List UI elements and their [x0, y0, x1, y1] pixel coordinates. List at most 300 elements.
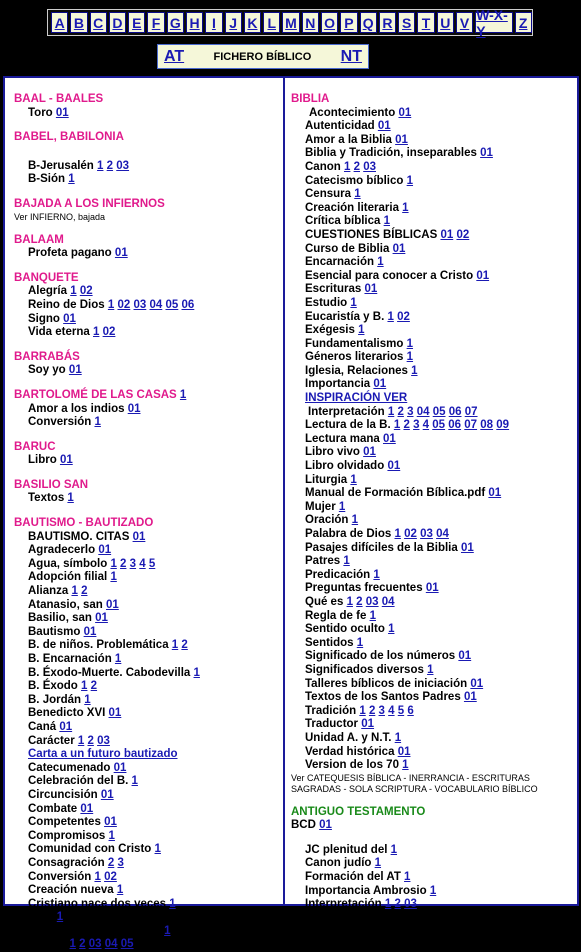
ref-link[interactable]: 01 [80, 802, 94, 815]
ref-link[interactable]: 01 [480, 147, 493, 160]
letter-button[interactable]: M [282, 12, 299, 33]
ref-link[interactable]: 09 [496, 419, 510, 432]
ref-link[interactable]: 1 [84, 693, 91, 706]
ref-link[interactable]: 02 [397, 310, 410, 323]
letter-button[interactable]: Z [515, 12, 532, 33]
item-label: B. de niños. Problemática [28, 639, 169, 652]
item-label: Verdad histórica [305, 745, 395, 758]
ref-link[interactable]: 3 [117, 856, 124, 869]
ref-link[interactable]: 2 [403, 419, 410, 432]
letter-button[interactable]: W-X-Y [475, 12, 512, 33]
ref-link[interactable]: 1 [406, 337, 414, 350]
entry-item [291, 746, 579, 760]
ref-link[interactable]: 2 [106, 159, 114, 172]
item-label: Significados diversos [305, 663, 424, 676]
entry-item [14, 639, 280, 653]
alphabet-bar [47, 6, 533, 39]
ref-link[interactable]: 1 [81, 680, 88, 693]
ref-link[interactable]: 1 [369, 609, 376, 622]
entry-heading: BASILIO SAN [14, 478, 89, 491]
ref-link[interactable]: 01 [395, 133, 408, 146]
ref-link[interactable]: 05 [432, 419, 446, 432]
item-label: Escrituras [305, 283, 362, 296]
item-label: Autenticidad [305, 120, 375, 133]
item-label: Crítica bíblica [305, 215, 381, 228]
ref-link[interactable]: 1 [393, 419, 401, 432]
ref-link[interactable]: 1 [427, 663, 434, 676]
entry-item [291, 365, 579, 379]
ref-link[interactable]: 03 [97, 734, 110, 747]
letter-button[interactable]: Q [360, 12, 377, 33]
entry-item [14, 653, 280, 667]
entry-heading: BIBLIA [291, 93, 330, 105]
entry-item [291, 678, 579, 692]
ref-link[interactable]: 2 [79, 938, 86, 951]
ref-link[interactable]: 1 [406, 174, 414, 187]
ref-link[interactable]: 1 [351, 514, 359, 527]
entry-item: Toro 01 [28, 106, 69, 119]
item-label: Celebración del B. [28, 775, 129, 788]
entry-item [14, 680, 280, 694]
entry-item [14, 857, 280, 871]
ref-link[interactable]: 1 [402, 759, 409, 772]
ref-link[interactable]: 5 [148, 557, 156, 570]
ref-link[interactable]: 04 [104, 938, 118, 951]
item-label: Qué es [305, 595, 344, 608]
item-label: Iglesia, Relaciones [305, 364, 408, 377]
entry-item: Libro 01 [28, 454, 73, 467]
entry-item [14, 544, 280, 558]
entry-item [291, 256, 579, 270]
ref-link[interactable]: 1 [394, 528, 401, 540]
ref-link[interactable]: 1 [71, 585, 78, 598]
ref-link[interactable]: 07 [464, 419, 478, 432]
at-link[interactable]: AT [164, 47, 185, 65]
ref-link[interactable]: 01 [377, 120, 391, 133]
ref-link[interactable]: 05 [432, 405, 446, 418]
ref-link[interactable]: 1 [346, 595, 353, 608]
ref-link[interactable]: 01 [398, 106, 412, 119]
ref-link[interactable]: 07 [464, 405, 478, 418]
ref-link[interactable]: 1 [411, 364, 418, 377]
item-label: Caná [28, 720, 57, 733]
ref-link[interactable]: 3 [407, 405, 414, 418]
item-label: Interpretación [308, 405, 385, 418]
ref-link[interactable]: 01 [392, 242, 406, 255]
entry-item [291, 378, 579, 392]
item-label: Regla de fe [305, 609, 367, 622]
ref-link[interactable]: 02 [456, 228, 470, 241]
entry-item: Vida eterna 1 02 [28, 326, 116, 339]
entry-item [14, 612, 280, 626]
letter-button[interactable]: G [167, 12, 184, 33]
ref-link[interactable]: 1 [68, 173, 75, 186]
ref-link[interactable]: 03 [133, 298, 147, 311]
entry-item [14, 843, 280, 857]
ref-link[interactable]: 03 [363, 160, 376, 173]
entry-heading: BARRABÁS [14, 350, 80, 363]
ref-link[interactable]: 08 [480, 419, 494, 432]
entry-item [291, 324, 579, 338]
ref-link[interactable]: 2 [90, 680, 98, 693]
ref-link[interactable]: 2 [181, 639, 188, 652]
page-title: FICHERO BÍBLICO [213, 50, 312, 63]
entry-item [291, 514, 579, 528]
ref-link[interactable]: 01 [113, 761, 127, 774]
entry-item: B-Jerusalén 1 2 03 [28, 159, 130, 172]
ref-link[interactable]: 01 [373, 378, 387, 391]
entry-heading: BAUTISMO - BAUTIZADO [14, 517, 154, 530]
entry-item [291, 664, 579, 678]
ref-link[interactable]: 1 [377, 256, 384, 269]
ref-link[interactable]: 1 [171, 639, 179, 652]
entry-item: Profeta pagano 01 [28, 247, 128, 260]
ref-link[interactable]: 1 [374, 857, 382, 870]
letter-button[interactable]: B [70, 12, 87, 33]
ref-link[interactable]: 01 [132, 530, 146, 543]
ref-link[interactable]: 03 [116, 159, 130, 172]
ref-link[interactable]: 1 [358, 324, 365, 337]
column-divider [283, 78, 285, 904]
ref-link[interactable]: 02 [404, 528, 417, 540]
ref-link[interactable]: 1 [387, 310, 394, 323]
ref-link[interactable]: 04 [149, 298, 163, 311]
ref-link[interactable]: 4 [422, 419, 430, 432]
entry-item [14, 762, 280, 776]
ref-link[interactable]: 1 [93, 326, 100, 339]
entry-item [291, 898, 579, 912]
entry-heading: BABEL, BABILONIA [14, 131, 124, 144]
ref-link[interactable]: 4 [139, 557, 146, 570]
ref-link[interactable]: 1 [343, 555, 350, 568]
entry-item [14, 938, 280, 952]
letter-button[interactable]: D [109, 12, 126, 33]
ref-link[interactable]: 1 [384, 898, 392, 911]
letter-button[interactable]: J [225, 12, 242, 33]
item-label: Alianza [28, 585, 69, 598]
ref-link[interactable]: 01 [387, 460, 401, 473]
ref-link[interactable]: 1 [169, 897, 176, 910]
ref-link[interactable]: 01 [63, 312, 76, 325]
item-label: Agradecerlo [28, 544, 96, 557]
ref-link[interactable]: 01 [114, 247, 128, 260]
item-label: Talleres bíblicos de iniciación [305, 677, 468, 690]
ref-link[interactable]: 1 [116, 884, 124, 897]
ref-link[interactable]: 04 [436, 528, 449, 540]
entry-item [291, 501, 579, 515]
item-label: Atanasio, san [28, 598, 103, 611]
ref-link[interactable]: 2 [353, 160, 360, 173]
ref-link[interactable]: 01 [425, 582, 439, 595]
item-label: Unidad A. y N.T. [305, 731, 392, 744]
entry-item [291, 705, 579, 719]
ref-link[interactable]: 1 [383, 215, 391, 228]
ref-link[interactable]: 01 [440, 228, 454, 241]
ref-link[interactable]: 01 [382, 432, 396, 445]
entry-item [291, 857, 579, 871]
ref-link[interactable]: 01 [59, 454, 73, 467]
letter-button[interactable]: N [302, 12, 319, 33]
ref-link[interactable]: 1 [110, 557, 117, 570]
ref-link[interactable]: 2 [394, 898, 401, 911]
ref-link[interactable]: 1 [193, 666, 200, 679]
ref-link[interactable]: 03 [88, 938, 102, 951]
letter-button[interactable]: F [147, 12, 164, 33]
ref-link[interactable]: 1 [107, 298, 115, 311]
ref-link[interactable]: 02 [102, 326, 116, 339]
ref-link[interactable]: 1 [114, 653, 122, 665]
content-panel [3, 76, 579, 951]
ref-link[interactable]: 1 [179, 388, 187, 401]
item-label: Estudio [305, 296, 348, 309]
ref-link[interactable]: 06 [448, 419, 462, 432]
item-label: Palabra de Dios [305, 528, 392, 540]
ref-link[interactable]: 1 [350, 296, 357, 309]
ref-link[interactable]: 01 [363, 446, 376, 459]
ref-link[interactable]: 01 [458, 650, 472, 663]
ref-link[interactable]: 1 [164, 924, 171, 937]
entry-item [291, 175, 579, 189]
entry-item [291, 623, 579, 637]
ref-link[interactable]: 01 [68, 364, 82, 377]
letter-button[interactable]: P [340, 12, 357, 33]
ref-link[interactable]: 02 [79, 285, 93, 298]
letter-button[interactable]: H [186, 12, 203, 33]
item-label: Importancia Ambrosio [305, 884, 427, 897]
ref-link[interactable]: 04 [416, 405, 430, 418]
item-label: Manual de Formación Bíblica.pdf [305, 487, 486, 500]
entry-item [14, 748, 280, 762]
ref-link[interactable]: 01 [104, 816, 117, 829]
entry-item [14, 694, 280, 708]
ref-link[interactable]: 1 [338, 500, 346, 513]
ref-link[interactable]: 01 [476, 269, 490, 282]
ref-link[interactable]: 02 [104, 870, 117, 883]
ref-link[interactable]: 01 [95, 612, 108, 625]
ref-link[interactable]: 01 [364, 283, 378, 296]
item-label: Curso de Biblia [305, 242, 390, 255]
ref-link[interactable]: 06 [181, 298, 195, 311]
letter-button[interactable]: C [90, 12, 107, 33]
entry-item [291, 188, 579, 202]
ref-link[interactable]: 01 [361, 718, 375, 731]
entry-item [291, 732, 579, 746]
item-label: Oración [305, 514, 349, 527]
item-label: Agua, símbolo [28, 557, 108, 570]
ref-link[interactable]: 01 [488, 487, 502, 500]
ref-link[interactable]: 1 [356, 636, 364, 649]
entry-item [14, 871, 280, 885]
ref-link[interactable]: 3 [129, 557, 137, 570]
ref-link[interactable]: 01 [83, 625, 97, 638]
item-label: Canon [305, 160, 341, 173]
entry-item [14, 735, 280, 749]
ref-link[interactable]: 1 [108, 829, 115, 842]
ref-link[interactable]: 01 [108, 707, 122, 720]
entry-heading: BARUC [14, 440, 56, 453]
ref-link[interactable]: 1 [56, 911, 64, 924]
entry-item [291, 270, 579, 284]
ref-link[interactable]: 1 [94, 870, 101, 883]
ref-link[interactable]: 2 [368, 704, 376, 717]
entry-item [291, 147, 579, 161]
entry-item [291, 650, 579, 664]
nt-link[interactable]: NT [340, 47, 362, 65]
ref-link[interactable]: 2 [81, 585, 88, 598]
entry-item [291, 528, 579, 542]
item-label: Significado de los números [305, 650, 456, 663]
letter-button[interactable]: R [379, 12, 396, 33]
ref-link[interactable]: 6 [407, 704, 414, 717]
entry-item [291, 202, 579, 216]
item-label: Sentidos [305, 636, 354, 649]
item-label: Pasajes difíciles de la Biblia [305, 541, 458, 554]
ref-link[interactable]: 1 [67, 492, 74, 505]
ref-link[interactable]: 1 [402, 201, 409, 214]
ref-link[interactable]: 5 [397, 704, 405, 717]
ref-link[interactable]: 02 [117, 298, 131, 311]
ref-link[interactable]: 1 [406, 351, 414, 364]
ref-link[interactable]: 1 [404, 871, 411, 884]
entry-item [291, 351, 579, 365]
item-link[interactable]: INSPIRACIÓN VER [305, 392, 408, 405]
entry-item [291, 311, 579, 325]
biblia-list [291, 107, 579, 773]
item-label: B. Encarnación [28, 653, 112, 665]
entry-item [291, 406, 579, 420]
item-label: Diluvio [28, 938, 67, 951]
ref-link[interactable]: 01 [98, 544, 112, 557]
ref-link[interactable]: 1 [97, 159, 104, 172]
ref-link[interactable]: 2 [87, 734, 94, 747]
item-link[interactable]: Carta a un futuro bautizado [28, 748, 178, 761]
entry-item [291, 460, 579, 474]
letter-button[interactable]: L [263, 12, 280, 33]
letter-button[interactable]: T [417, 12, 434, 33]
ref-link[interactable]: 1 [94, 416, 101, 429]
ref-link[interactable]: 1 [154, 843, 161, 856]
entry-heading: BANQUETE [14, 271, 79, 284]
ref-link[interactable]: 1 [387, 405, 395, 418]
entry-item [14, 925, 280, 939]
ref-link[interactable]: 01 [55, 106, 69, 119]
ref-link[interactable]: 04 [381, 595, 395, 608]
item-label: Compromisos [28, 829, 106, 842]
ref-link[interactable]: 03 [365, 595, 379, 608]
ref-link[interactable]: 01 [59, 720, 73, 733]
entry-heading: BALAAM [14, 233, 64, 246]
entry-item [14, 803, 280, 817]
entry-heading: ANTIGUO TESTAMENTO [291, 805, 426, 818]
ref-link[interactable]: 01 [470, 677, 484, 690]
ref-link[interactable]: 1 [394, 731, 402, 744]
letter-button[interactable]: V [456, 12, 473, 33]
letter-button[interactable]: U [437, 12, 454, 33]
ref-link[interactable]: 1 [373, 568, 380, 581]
entry-item: Conversión 1 [28, 416, 101, 429]
entry-item [291, 243, 579, 257]
entry-item [291, 759, 579, 773]
ref-link[interactable]: 2 [107, 856, 115, 869]
ref-link[interactable]: 1 [359, 704, 366, 717]
entry-item [291, 215, 579, 229]
ref-link[interactable]: 1 [69, 938, 76, 951]
letter-button[interactable]: O [321, 12, 338, 33]
bautismo-list [14, 531, 280, 952]
ref-link[interactable]: 06 [448, 405, 462, 418]
entry-item [291, 871, 579, 885]
item-label: Cristiano nace dos veces [28, 897, 167, 910]
item-label: Preguntas frecuentes [305, 582, 423, 595]
ref-link[interactable]: 03 [404, 898, 417, 911]
ref-link[interactable]: 1 [429, 884, 437, 897]
item-label: B. Jordán [28, 693, 82, 706]
ref-link[interactable]: 1 [354, 188, 361, 201]
letter-button[interactable]: E [128, 12, 145, 33]
item-label: Catecismo bíblico [305, 174, 404, 187]
item-label: Géneros literarios [305, 351, 404, 364]
entry-item [14, 884, 280, 898]
ref-link[interactable]: 1 [70, 285, 77, 298]
item-label: Importancia [305, 378, 371, 391]
letter-button[interactable]: K [244, 12, 261, 33]
item-label: Libro olvidado [305, 460, 385, 473]
ref-link[interactable]: 2 [397, 405, 404, 418]
ref-link[interactable]: 1 [350, 473, 357, 486]
see-also-note: Ver INFIERNO, bajada [14, 211, 106, 222]
ref-link[interactable]: 1 [131, 775, 138, 788]
item-label: Benedicto XVI [28, 707, 106, 720]
ref-link[interactable]: 4 [388, 704, 395, 717]
ref-link[interactable]: 2 [356, 595, 363, 608]
entry-item [291, 107, 579, 121]
entry-item [291, 161, 579, 175]
ref-link[interactable]: 1 [388, 623, 395, 636]
letter-button[interactable]: S [398, 12, 415, 33]
item-label: Canon judío [305, 857, 372, 870]
ref-link[interactable]: 05 [165, 298, 179, 311]
ref-link[interactable]: 01 [463, 691, 477, 704]
item-label: Combate [28, 802, 78, 815]
ref-link[interactable]: 3 [378, 704, 385, 717]
letter-button[interactable]: I [205, 12, 222, 33]
entry-item: Reino de Dios 1 02 03 04 05 06 [28, 298, 195, 311]
ref-link[interactable]: 01 [397, 745, 411, 758]
entry-item [291, 582, 579, 596]
item-label: Sentido oculto [305, 623, 385, 636]
ref-link[interactable]: 01 [105, 598, 119, 611]
ref-link[interactable]: 01 [460, 541, 474, 554]
ref-link[interactable]: 3 [413, 419, 420, 432]
item-label: JC plenitud del [305, 843, 388, 856]
ref-link[interactable]: 03 [420, 528, 433, 540]
ref-link[interactable]: 1 [77, 734, 85, 747]
ref-link[interactable]: 01 [127, 402, 141, 415]
right-column [291, 93, 579, 912]
letter-button[interactable]: A [51, 12, 68, 33]
item-label: Libro vivo [305, 446, 360, 459]
item-label: Biblia y Tradición, inseparables [305, 147, 477, 160]
entry-item [291, 596, 579, 610]
ref-link[interactable]: 1 [343, 160, 351, 173]
ref-link[interactable]: 2 [120, 557, 127, 570]
ref-link[interactable]: 01 [319, 819, 332, 832]
ref-link[interactable]: 05 [120, 938, 134, 951]
ref-link[interactable]: 1 [110, 571, 117, 584]
ref-link[interactable]: 1 [390, 843, 398, 856]
ref-link[interactable]: 01 [100, 788, 114, 801]
entry-item [14, 585, 280, 599]
